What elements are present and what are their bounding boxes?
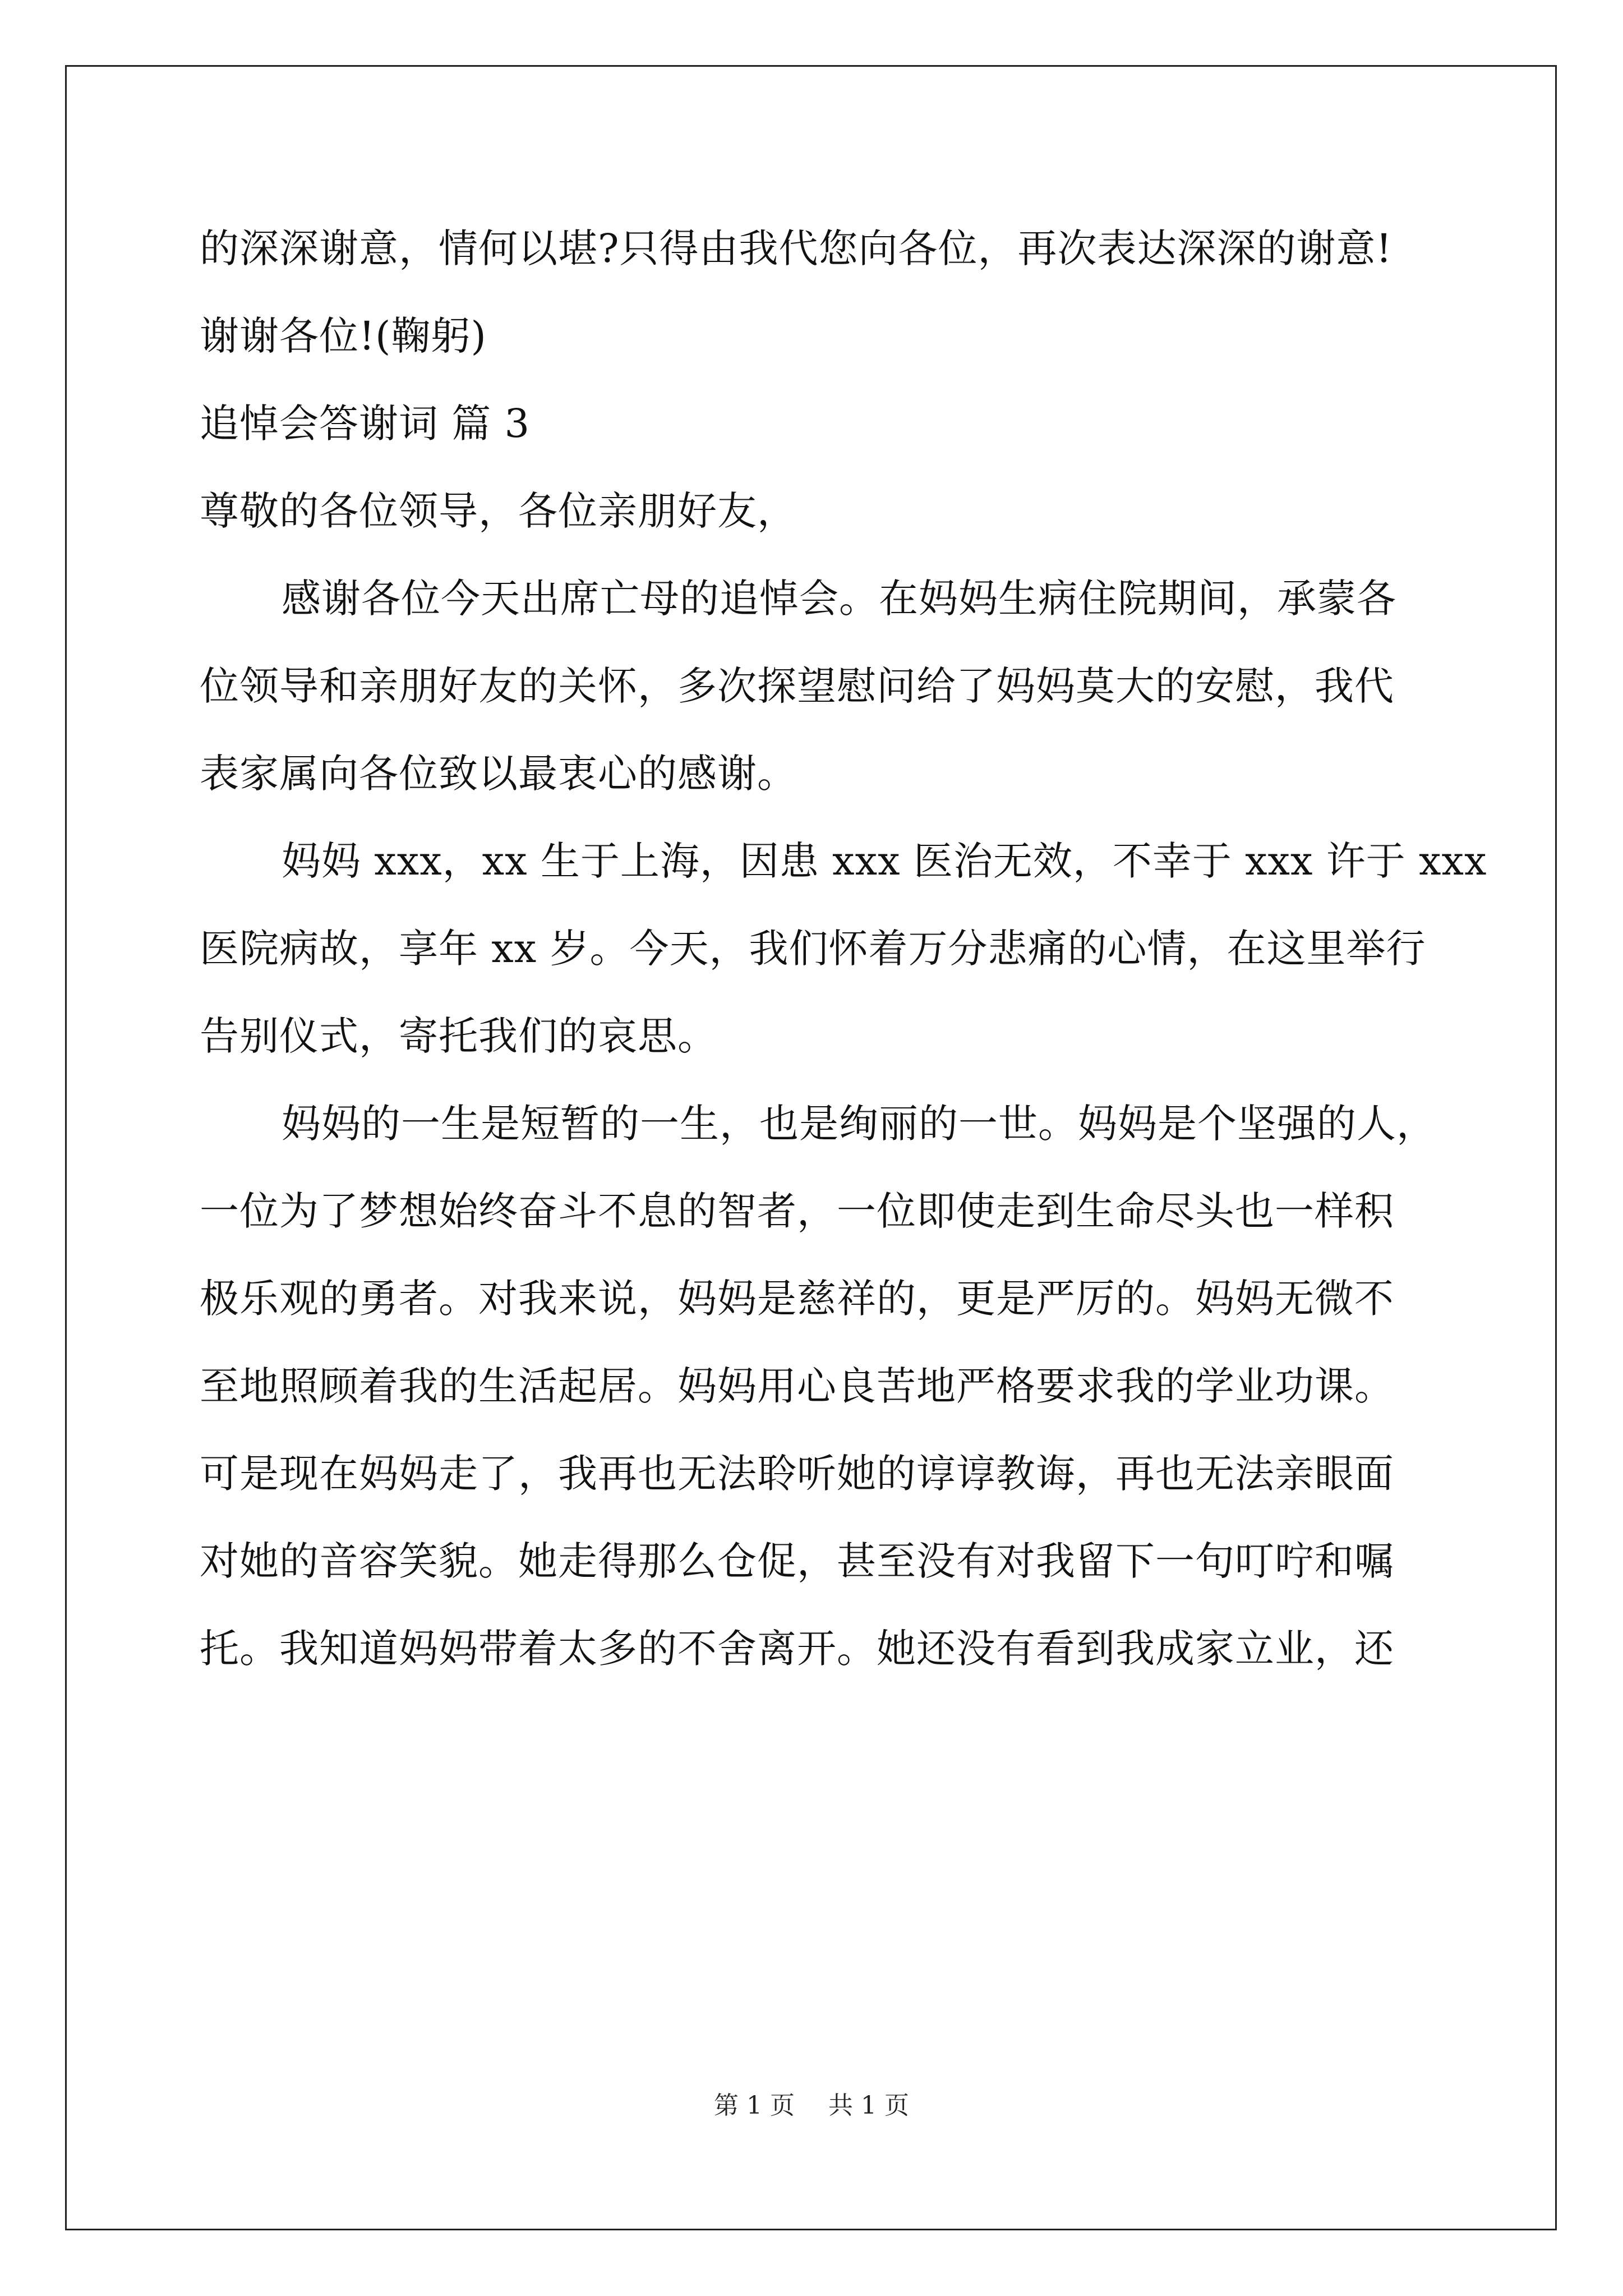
paragraph-line: 表家属向各位致以最衷心的感谢。 [200, 751, 797, 797]
salutation: 尊敬的各位领导，各位亲朋好友， [200, 488, 797, 534]
text-line: 的深深谢意，情何以堪?只得由我代您向各位，再次表达深深的谢意! [200, 226, 1393, 272]
page-total: 共 1 页 [828, 2091, 909, 2120]
paragraph-line: 一位为了梦想始终奋斗不息的智者，一位即使走到生命尽头也一样积 [200, 1188, 1394, 1234]
paragraph-line: 托。我知道妈妈带着太多的不舍离开。她还没有看到我成家立业，还 [200, 1626, 1394, 1672]
paragraph-line: 位领导和亲朋好友的关怀，多次探望慰问给了妈妈莫大的安慰，我代 [200, 663, 1394, 709]
section-heading: 追悼会答谢词 篇 3 [200, 401, 531, 447]
page-number: 第 1 页 [714, 2091, 795, 2120]
paragraph-line: 可是现在妈妈走了，我再也无法聆听她的谆谆教诲，再也无法亲眼面 [200, 1451, 1394, 1497]
paragraph-line: 感谢各位今天出席亡母的追悼会。在妈妈生病住院期间，承蒙各 [282, 576, 1396, 622]
paragraph-line: 妈妈 xxx，xx 生于上海，因患 xxx 医治无效，不幸于 xxx 许于 xxx [282, 838, 1487, 884]
text-line: 谢谢各位!(鞠躬) [200, 313, 487, 359]
paragraph-line: 对她的音容笑貌。她走得那么仓促，甚至没有对我留下一句叮咛和嘱 [200, 1538, 1394, 1584]
paragraph-line: 极乐观的勇者。对我来说，妈妈是慈祥的，更是严厉的。妈妈无微不 [200, 1276, 1394, 1322]
page-footer [0, 2089, 1623, 2123]
paragraph-line: 妈妈的一生是短暂的一生，也是绚丽的一世。妈妈是个坚强的人， [282, 1101, 1436, 1147]
paragraph-line: 至地照顾着我的生活起居。妈妈用心良苦地严格要求我的学业功课。 [200, 1363, 1394, 1409]
paragraph-line: 医院病故，享年 xx 岁。今天，我们怀着万分悲痛的心情，在这里举行 [200, 926, 1426, 972]
paragraph-line: 告别仪式，寄托我们的哀思。 [200, 1013, 717, 1059]
